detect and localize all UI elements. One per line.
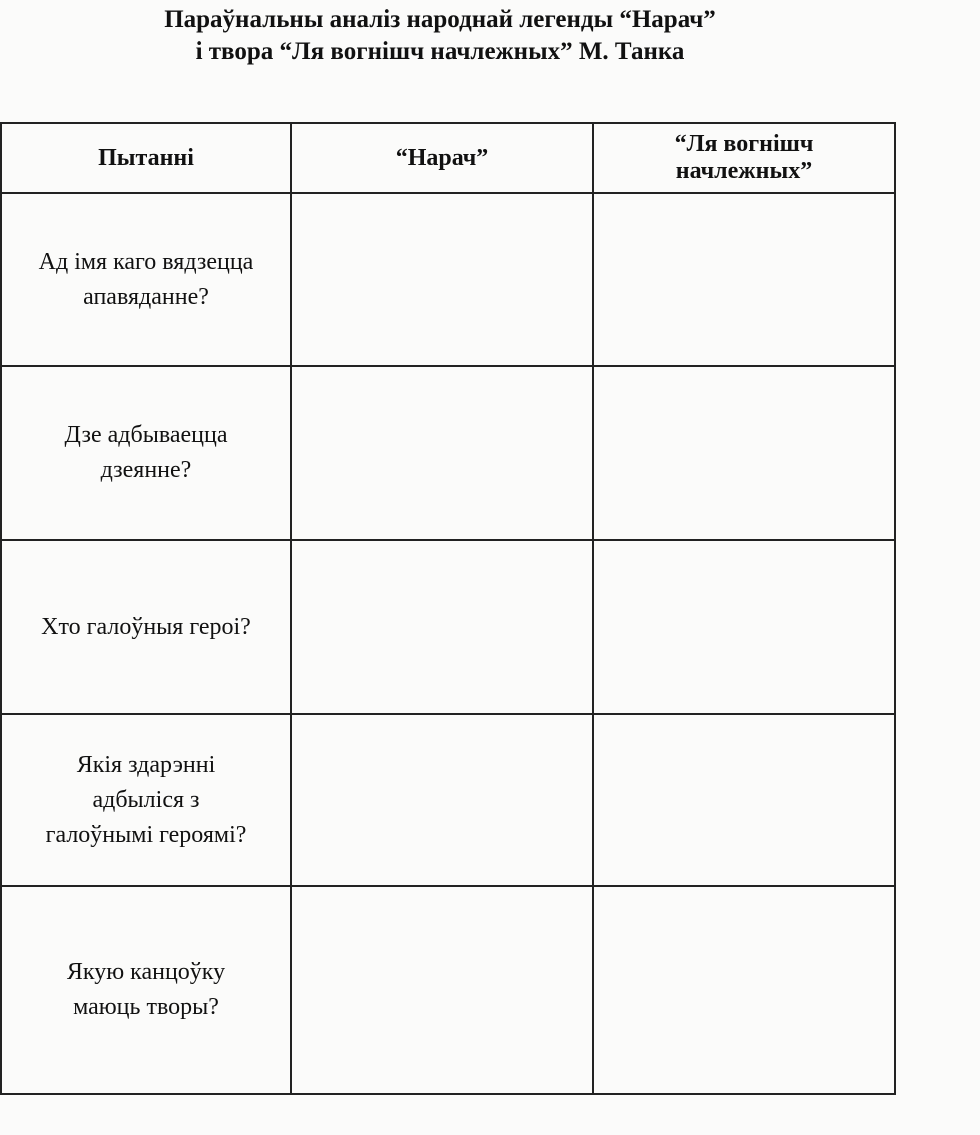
answer-cell-lya-vognishch[interactable]: [593, 540, 895, 714]
answer-cell-narach[interactable]: [291, 193, 593, 366]
question-cell: Якую канцоўку маюць творы?: [1, 886, 291, 1094]
answer-cell-lya-vognishch[interactable]: [593, 366, 895, 540]
title-line-2: і твора “Ля вогнішч начлежных” М. Танка: [195, 38, 685, 65]
table-row: [1, 886, 895, 1094]
header-narach: “Нарач”: [291, 123, 593, 193]
title-line-1: Параўнальны аналіз народнай легенды “Нарач”: [164, 6, 716, 33]
table-row: [1, 714, 895, 886]
page-title: [0, 4, 880, 68]
answer-cell-narach[interactable]: [291, 366, 593, 540]
answer-cell-narach[interactable]: [291, 540, 593, 714]
answer-cell-lya-vognishch[interactable]: [593, 193, 895, 366]
question-cell: Ад імя каго вядзецца апавяданне?: [1, 193, 291, 366]
table-header-row: [1, 123, 895, 193]
answer-cell-narach[interactable]: [291, 714, 593, 886]
answer-cell-narach[interactable]: [291, 886, 593, 1094]
table-row: [1, 540, 895, 714]
header-questions: Пытанні: [1, 123, 291, 193]
answer-cell-lya-vognishch[interactable]: [593, 886, 895, 1094]
table-row: [1, 366, 895, 540]
table-row: [1, 193, 895, 366]
question-cell: Хто галоўныя героі?: [1, 540, 291, 714]
question-cell: Якія здарэнні адбыліся з галоўнымі героямі?: [1, 714, 291, 886]
question-cell: Дзе адбываецца дзеянне?: [1, 366, 291, 540]
comparison-table: [0, 122, 896, 1095]
header-lya-vognishch: “Ля вогнішч начлежных”: [593, 123, 895, 193]
answer-cell-lya-vognishch[interactable]: [593, 714, 895, 886]
